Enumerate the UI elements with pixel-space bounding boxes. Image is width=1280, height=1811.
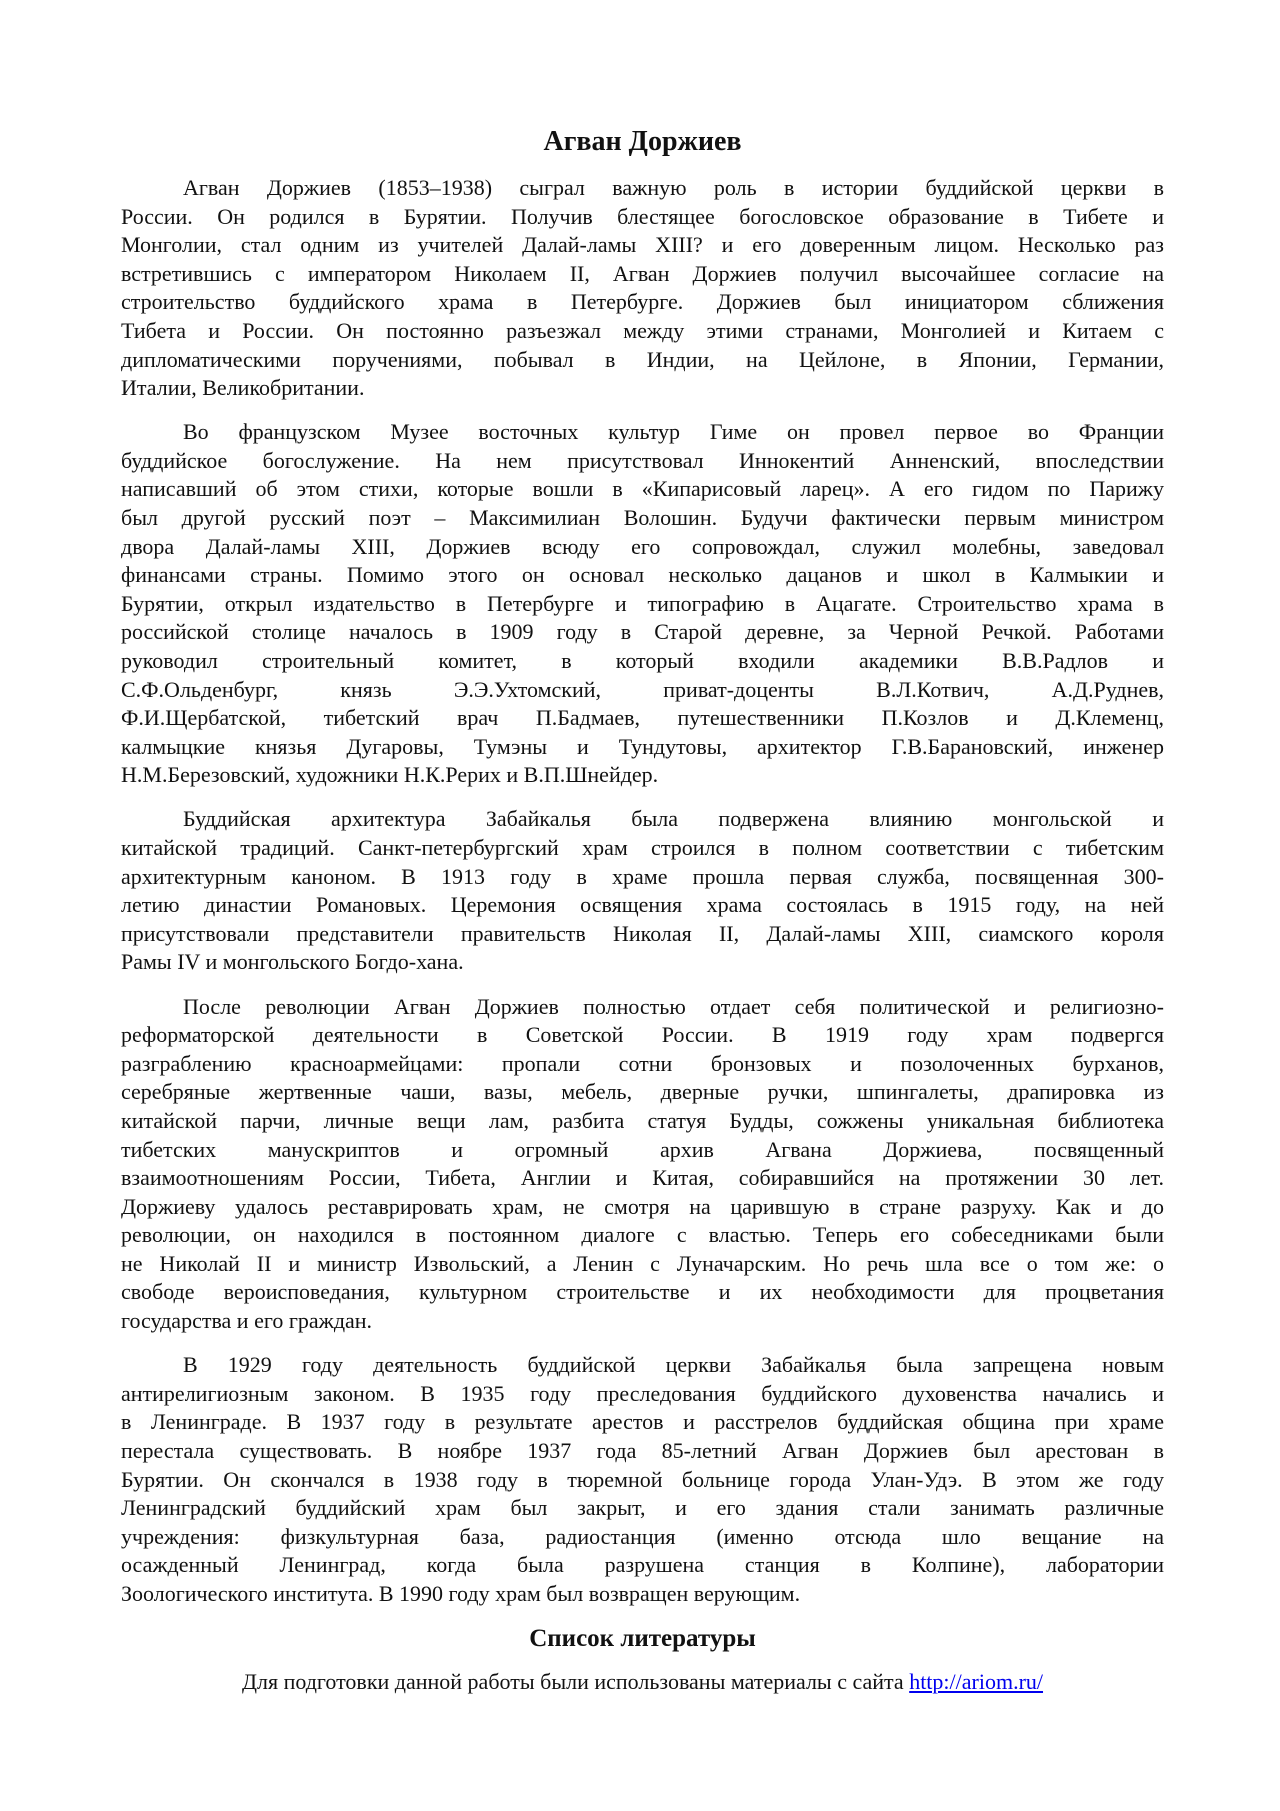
paragraph [121,805,1164,977]
references-heading: Список литературы [529,1625,756,1652]
text-line: Бурятии. Он скончался в 1938 году в тюремной больнице города Улан-Удэ. В этом же году [121,1466,1164,1492]
text-line: Агван Доржиев (1853–1938) сыграл важную роль в истории буддийской церкви в [183,175,1164,200]
text-line: буддийское богослужение. На нем присутствовал Иннокентий Анненский, впоследствии [121,447,1164,473]
text-line: перестала существовать. В ноябре 1937 года 85-летний Агван Доржиев был арестован в [121,1437,1164,1463]
text-line: России. Он родился в Бурятии. Получив блестящее богословское образование в Тибете и [121,203,1164,229]
text-line: государства и его граждан. [121,1308,373,1334]
text-line: Ленинградский буддийский храм был закрыт, и его здания стали занимать различные [121,1495,1164,1521]
text-line: Тибета и России. Он постоянно разъезжал между этими странами, Монголией и Китаем с [121,317,1164,343]
text-line: Зоологического института. В 1990 году храм был возвращен верующим. [121,1580,801,1606]
text-line: учреждения: физкультурная база, радиостанция (именно отсюда шло вещание на [121,1523,1164,1549]
text-line: написавший об этом стихи, которые вошли в «Кипарисовый ларец». А его гидом по Парижу [121,476,1164,502]
document-body [121,125,1164,1624]
source-link[interactable]: http://ariom.ru/ [909,1669,1044,1694]
text-line: осажденный Ленинград, когда была разрушена станция в Колпине), лаборатории [121,1552,1164,1578]
text-line: Ф.И.Щербатской, тибетский врач П.Бадмаев, путешественники П.Козлов и Д.Клеменц, [121,705,1164,731]
text-line: строительство буддийского храма в Петербурге. Доржиев был инициатором сближения [121,289,1164,315]
article-text [121,174,1164,1609]
text-line: Буддийская архитектура Забайкалья была подвержена влиянию монгольской и [183,806,1164,832]
paragraph [121,418,1164,790]
text-line: Монголии, стал одним из учителей Далай-ламы XIII? и его доверенным лицом. Несколько раз [121,232,1164,258]
text-line: калмыцкие князья Дугаровы, Тумэны и Тундутовы, архитектор Г.В.Барановский, инженер [121,733,1164,759]
text-line: тибетских манускриптов и огромный архив Агвана Доржиева, посвященный [121,1136,1164,1162]
text-line: С.Ф.Ольденбург, князь Э.Э.Ухтомский, приват-доценты В.Л.Котвич, А.Д.Руднев, [121,676,1164,702]
text-line: Во французском Музее восточных культур Гиме он провел первое во Франции [183,419,1164,445]
text-line: В 1929 году деятельность буддийской церкви Забайкалья была запрещена новым [183,1352,1164,1378]
text-line: дипломатическими поручениями, побывал в Индии, на Цейлоне, в Японии, Германии, [121,346,1164,372]
text-line: летию династии Романовых. Церемония освящения храма состоялась в 1915 году, на ней [121,892,1164,918]
text-line: не Николай II и министр Извольский, а Ленин с Луначарским. Но речь шла все о том же: о [121,1250,1164,1276]
text-line: финансами страны. Помимо этого он основал несколько дацанов и школ в Калмыкии и [121,562,1164,588]
text-line: встретившись с императором Николаем II, Агван Доржиев получил высочайшее согласие на [121,260,1164,286]
text-line: Италии, Великобритании. [121,375,365,401]
text-line: китайской традиций. Санкт-петербургский храм строился в полном соответствии с тибетским [121,835,1164,861]
paragraph [121,993,1164,1336]
text-line: руководил строительный комитет, в который входили академики В.В.Радлов и [121,648,1164,673]
text-line: Н.М.Березовский, художники Н.К.Рерих и В.П.Шнейдер. [121,762,659,788]
text-line: разграблению красноармейцами: пропали сотни бронзовых и позолоченных бурханов, [121,1050,1164,1076]
text-line: китайской парчи, личные вещи лам, разбита статуя Будды, сожжены уникальная библиотека [121,1107,1164,1133]
text-line: двора Далай-ламы XIII, Доржиев всюду его сопровождал, служил молебны, заведовал [121,533,1164,559]
text-line: серебряные жертвенные чаши, вазы, мебель, дверные ручки, шпингалеты, драпировка из [121,1079,1164,1105]
text-line: взаимоотношениям России, Тибета, Англии и Китая, собиравшийся на протяжении 30 лет. [121,1165,1164,1191]
text-line: архитектурным каноном. В 1913 году в храме прошла первая служба, посвященная 300- [121,863,1164,889]
text-line: был другой русский поэт – Максимилиан Волошин. Будучи фактически первым министром [121,505,1164,531]
text-line: антирелигиозным законом. В 1935 году преследования буддийского духовенства начались и [121,1380,1164,1406]
text-line: российской столице началось в 1909 году в Старой деревне, за Черной Речкой. Работами [121,619,1164,645]
text-line: Рамы IV и монгольского Богдо-хана. [121,949,464,975]
text-line: в Ленинграде. В 1937 году в результате арестов и расстрелов буддийская община при храме [121,1409,1164,1435]
text-line: революции, он находился в постоянном диалоге с властью. Теперь его собеседниками были [121,1222,1164,1248]
text-line: присутствовали представители правительств Николая II, Далай-ламы XIII, сиамского короля [121,920,1164,946]
text-line: реформаторской деятельности в Советской России. В 1919 году храм подвергся [121,1022,1164,1048]
text-line: После революции Агван Доржиев полностью отдает себя политической и религиозно- [183,993,1164,1019]
page-title: Агван Доржиев [543,126,742,157]
paragraph [121,1351,1164,1608]
text-line: свободе вероисповедания, культурном строительстве и их необходимости для процветания [121,1279,1164,1305]
references-text [121,1667,1164,1697]
text-line: Бурятии, открыл издательство в Петербурге и типографию в Ацагате. Строительство храма в [121,590,1164,616]
references-sentence: Для подготовки данной работы были использованы материалы с сайта [241,1669,910,1694]
text-line: Доржиеву удалось реставрировать храм, не смотря на царившую в стране разруху. Как и до [121,1193,1164,1219]
paragraph [121,174,1164,403]
